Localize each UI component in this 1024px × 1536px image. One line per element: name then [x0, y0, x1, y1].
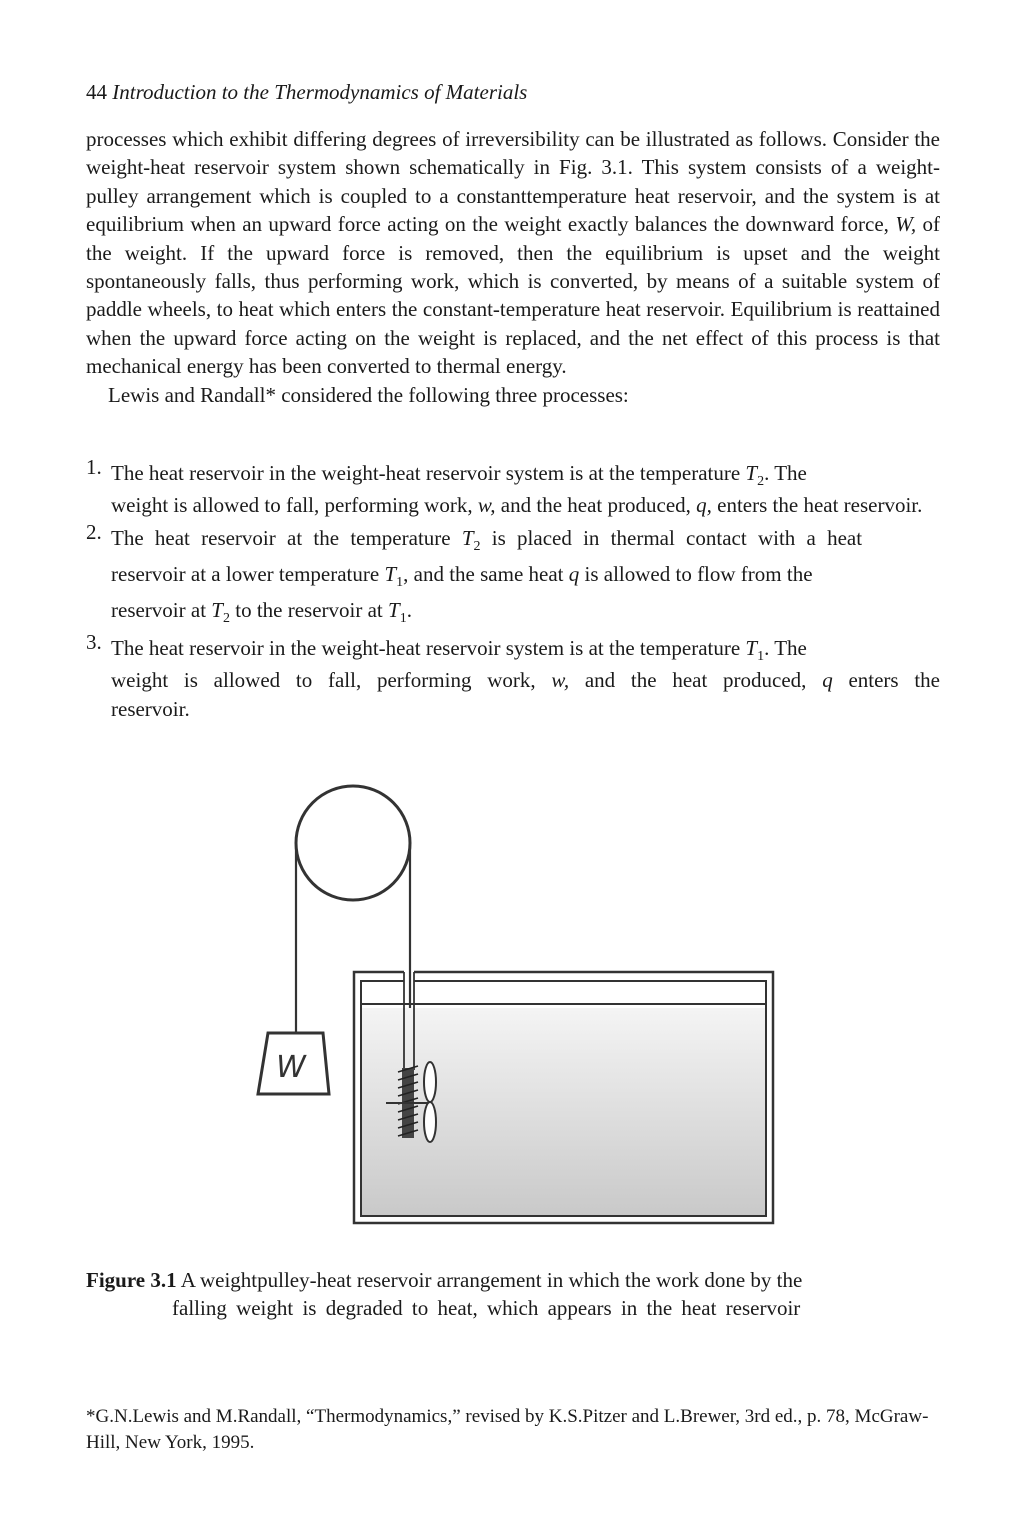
- list-number: 3.: [86, 630, 102, 654]
- list-number: 2.: [86, 520, 102, 544]
- text: reservoir at: [111, 598, 212, 622]
- heat-symbol: q,: [696, 493, 712, 517]
- paragraph-1-part-a: processes which exhibit differing degrees of irreversibility can be illustrated as follows. Consider the weight-heat reservoir system shown schematically in Fig. 3.1. This system consists of a weight-pulley arrangement which is coupled to a constanttemperature heat reservoir, and the system is at equilibrium when an upward force acting on the weight exactly balances the downward force,: [86, 127, 940, 237]
- paragraph-1: [86, 125, 940, 381]
- text: is placed in thermal contact with a heat: [480, 526, 863, 550]
- text: reservoir at a lower temperature: [111, 562, 385, 586]
- text: .: [406, 598, 412, 622]
- subscript: 1: [396, 575, 404, 590]
- page-number: 44: [86, 80, 107, 104]
- text: weight is allowed to fall, performing work,: [111, 493, 478, 517]
- list-item-2-line-3: [111, 592, 940, 628]
- list-item-2-line-2: [111, 556, 940, 592]
- figure-caption: [86, 1266, 916, 1322]
- temperature-symbol: T: [384, 562, 397, 586]
- text: , and the same heat: [403, 562, 569, 586]
- temperature-symbol: T: [745, 636, 758, 660]
- text: The heat reservoir at the temperature: [111, 526, 462, 550]
- list-item-1: [86, 455, 940, 520]
- work-symbol: w,: [551, 668, 570, 692]
- body-text: [86, 125, 940, 409]
- text: The heat reservoir in the weight-heat reservoir system is at the temperature: [111, 636, 746, 660]
- subscript: 1: [757, 649, 765, 664]
- list-number: 1.: [86, 455, 102, 479]
- paragraph-1-part-b: of the weight. If the upward force is removed, then the equilibrium is upset and the weight spontaneously falls, thus performing work, which is converted, by means of a suitable system of paddle wheels, to heat which enters the constant-temperature heat reservoir. Equilibrium is reattained when the upward force acting on the weight is replaced, and the net effect of this process is that mechanical energy has been converted to thermal energy.: [86, 212, 941, 379]
- pulley-wheel: [296, 786, 410, 900]
- figure-label: Figure 3.1: [86, 1268, 177, 1292]
- heat-symbol: q: [568, 562, 580, 586]
- heat-symbol: q: [822, 668, 833, 692]
- weight-label: W: [276, 1050, 306, 1085]
- list-item-3: [86, 630, 940, 724]
- work-symbol: w,: [477, 493, 496, 517]
- weight-symbol: W,: [895, 212, 917, 237]
- list-item-1-line-1: [111, 455, 940, 491]
- text: is allowed to flow from the: [579, 562, 813, 586]
- text: weight is allowed to fall, performing work,: [111, 668, 552, 692]
- list-item-2-line-1: [111, 520, 940, 556]
- text: enters the heat reservoir.: [711, 493, 923, 517]
- temperature-symbol: T: [388, 598, 400, 622]
- figure-weight-pulley-reservoir: [240, 780, 800, 1230]
- paragraph-2: Lewis and Randall* considered the following three processes:: [108, 382, 629, 407]
- list-item-3-rest: [111, 666, 940, 724]
- process-list: [86, 455, 940, 724]
- list-item-1-rest: [111, 491, 940, 520]
- running-header: [86, 78, 527, 106]
- temperature-symbol: T: [745, 461, 758, 485]
- text: to the reservoir at: [229, 598, 389, 622]
- subscript: 2: [757, 474, 765, 489]
- subscript: 2: [473, 539, 481, 554]
- caption-text-a: A weightpulley-heat reservoir arrangement in which the work done by the: [176, 1268, 803, 1292]
- temperature-symbol: T: [211, 598, 223, 622]
- book-title: Introduction to the Thermodynamics of Materials: [112, 80, 528, 104]
- paddle-blade-upper: [424, 1062, 436, 1102]
- text: enters the reservoir.: [111, 668, 940, 721]
- subscript: 1: [399, 611, 407, 626]
- caption-text-b: falling weight is degraded to heat, which appears in the heat reservoir: [172, 1296, 801, 1320]
- reservoir-water: [361, 1008, 766, 1216]
- text: . The: [764, 461, 807, 485]
- subscript: 2: [222, 611, 230, 626]
- text: . The: [764, 636, 807, 660]
- text: and the heat produced,: [495, 493, 697, 517]
- text: and the heat produced,: [569, 668, 823, 692]
- list-item-2: [86, 520, 940, 628]
- temperature-symbol: T: [461, 526, 474, 550]
- text: The heat reservoir in the weight-heat reservoir system is at the temperature: [111, 461, 746, 485]
- list-item-3-line-1: [111, 630, 940, 666]
- footnote: *G.N.Lewis and M.Randall, “Thermodynamics,” revised by K.S.Pitzer and L.Brewer, 3rd ed., p. 78, McGraw-Hill, New York, 1995.: [86, 1406, 929, 1453]
- paddle-blade-lower: [424, 1102, 436, 1142]
